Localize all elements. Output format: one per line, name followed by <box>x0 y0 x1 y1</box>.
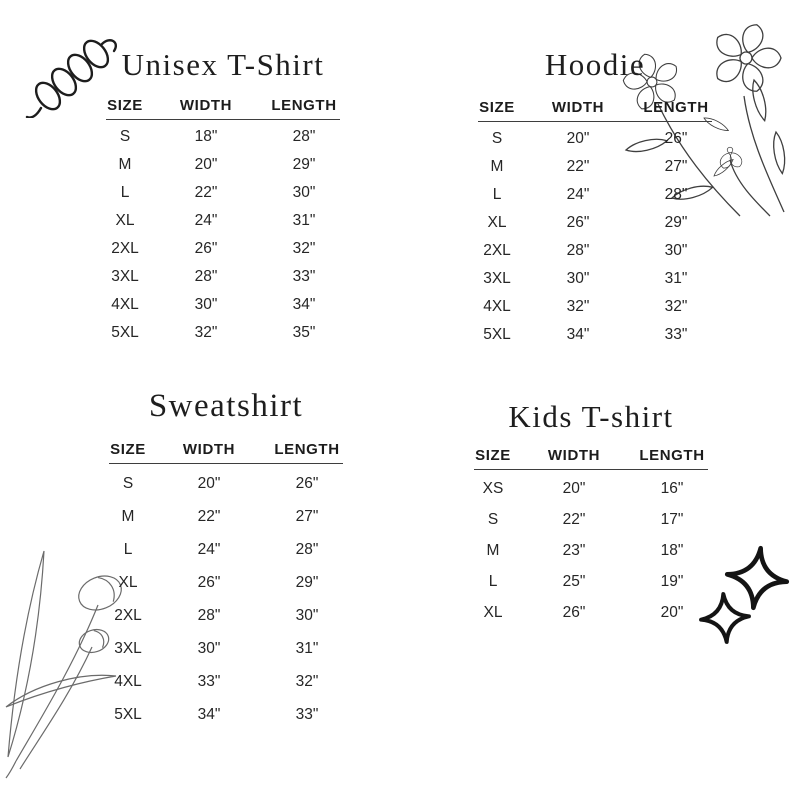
length-cell: 31" <box>292 212 316 230</box>
section-kids-tshirt <box>438 400 744 628</box>
size-cell: 3XL <box>483 270 511 288</box>
column-header-length: LENGTH <box>271 97 337 115</box>
header-underline <box>106 119 340 120</box>
size-cell: S <box>122 474 134 492</box>
size-cell: S <box>487 510 499 528</box>
width-cell: 24" <box>194 212 218 230</box>
width-cell: 22" <box>194 184 218 202</box>
size-cell: L <box>120 184 130 202</box>
length-cell: 29" <box>295 573 319 591</box>
width-cell: 18" <box>194 128 218 146</box>
length-cell: 28" <box>295 540 319 558</box>
width-cell: 30" <box>566 270 590 288</box>
column-header-size: SIZE <box>479 99 515 117</box>
column-header-size: SIZE <box>107 97 143 115</box>
column-header-length: LENGTH <box>639 447 705 465</box>
size-cell: 4XL <box>114 672 142 690</box>
length-cell: 32" <box>295 672 319 690</box>
length-cell: 32" <box>292 240 316 258</box>
width-cell: 28" <box>194 268 218 286</box>
length-cell: 27" <box>664 158 688 176</box>
table-title-hoodie: Hoodie <box>544 47 646 82</box>
size-cell: 2XL <box>114 606 142 624</box>
length-cell: 30" <box>295 606 319 624</box>
length-cell: 26" <box>295 474 319 492</box>
size-cell: M <box>118 156 132 174</box>
table-title-kids-tshirt: Kids T-shirt <box>508 399 674 434</box>
size-cell: 4XL <box>111 296 139 314</box>
size-cell: XL <box>487 214 507 232</box>
width-cell: 22" <box>562 510 586 528</box>
size-cell: L <box>492 186 502 204</box>
length-cell: 32" <box>664 298 688 316</box>
column-header-width: WIDTH <box>551 99 605 117</box>
size-cell: 5XL <box>111 324 139 342</box>
width-cell: 23" <box>562 541 586 559</box>
size-cell: 3XL <box>114 639 142 657</box>
width-cell: 22" <box>566 158 590 176</box>
length-cell: 34" <box>292 296 316 314</box>
length-cell: 33" <box>295 705 319 723</box>
width-cell: 20" <box>197 474 221 492</box>
size-cell: M <box>490 158 504 176</box>
width-cell: 33" <box>197 672 221 690</box>
width-cell: 20" <box>566 130 590 148</box>
width-cell: 26" <box>566 214 590 232</box>
length-cell: 28" <box>292 128 316 146</box>
size-cell: M <box>121 507 135 525</box>
length-cell: 31" <box>664 270 688 288</box>
size-cell: M <box>486 541 500 559</box>
width-cell: 22" <box>197 507 221 525</box>
width-cell: 20" <box>562 479 586 497</box>
size-table-unisex-tshirt <box>70 97 376 347</box>
header-underline <box>109 463 343 464</box>
length-cell: 16" <box>660 479 684 497</box>
section-unisex-tshirt <box>70 48 376 347</box>
section-hoodie <box>442 48 748 349</box>
size-cell: 5XL <box>114 705 142 723</box>
size-cell: 2XL <box>111 240 139 258</box>
column-header-size: SIZE <box>110 441 146 459</box>
length-cell: 30" <box>292 184 316 202</box>
width-cell: 26" <box>194 240 218 258</box>
width-cell: 34" <box>566 326 590 344</box>
size-cell: 4XL <box>483 298 511 316</box>
size-cell: 3XL <box>111 268 139 286</box>
width-cell: 34" <box>197 705 221 723</box>
length-cell: 28" <box>664 186 688 204</box>
size-cell: 5XL <box>483 326 511 344</box>
column-header-width: WIDTH <box>182 441 236 459</box>
table-title-sweatshirt: Sweatshirt <box>148 388 304 424</box>
column-header-width: WIDTH <box>547 447 601 465</box>
size-cell: XL <box>118 573 138 591</box>
width-cell: 20" <box>194 156 218 174</box>
width-cell: 32" <box>194 324 218 342</box>
width-cell: 32" <box>566 298 590 316</box>
size-table-hoodie <box>442 99 748 349</box>
length-cell: 33" <box>292 268 316 286</box>
size-cell: XS <box>482 479 504 497</box>
header-underline <box>478 121 712 122</box>
length-cell: 35" <box>292 324 316 342</box>
width-cell: 26" <box>197 573 221 591</box>
size-cell: L <box>488 572 498 590</box>
width-cell: 30" <box>194 296 218 314</box>
width-cell: 28" <box>566 242 590 260</box>
column-header-length: LENGTH <box>643 99 709 117</box>
section-sweatshirt <box>68 388 384 731</box>
length-cell: 33" <box>664 326 688 344</box>
length-cell: 20" <box>660 603 684 621</box>
column-header-size: SIZE <box>475 447 511 465</box>
column-header-width: WIDTH <box>179 97 233 115</box>
width-cell: 25" <box>562 572 586 590</box>
size-cell: S <box>119 128 131 146</box>
size-cell: XL <box>483 603 503 621</box>
size-table-kids-tshirt <box>438 447 744 628</box>
size-cell: S <box>491 130 503 148</box>
length-cell: 18" <box>660 541 684 559</box>
header-underline <box>474 469 708 470</box>
width-cell: 26" <box>562 603 586 621</box>
width-cell: 24" <box>197 540 221 558</box>
length-cell: 19" <box>660 572 684 590</box>
length-cell: 30" <box>664 242 688 260</box>
size-cell: L <box>123 540 133 558</box>
width-cell: 28" <box>197 606 221 624</box>
length-cell: 31" <box>295 639 319 657</box>
length-cell: 27" <box>295 507 319 525</box>
length-cell: 26" <box>664 130 688 148</box>
size-cell: 2XL <box>483 242 511 260</box>
column-header-length: LENGTH <box>274 441 340 459</box>
length-cell: 29" <box>292 156 316 174</box>
width-cell: 24" <box>566 186 590 204</box>
size-cell: XL <box>115 212 135 230</box>
size-table-sweatshirt <box>68 441 384 731</box>
length-cell: 29" <box>664 214 688 232</box>
width-cell: 30" <box>197 639 221 657</box>
length-cell: 17" <box>660 510 684 528</box>
table-title-unisex-tshirt: Unisex T-Shirt <box>121 47 325 82</box>
